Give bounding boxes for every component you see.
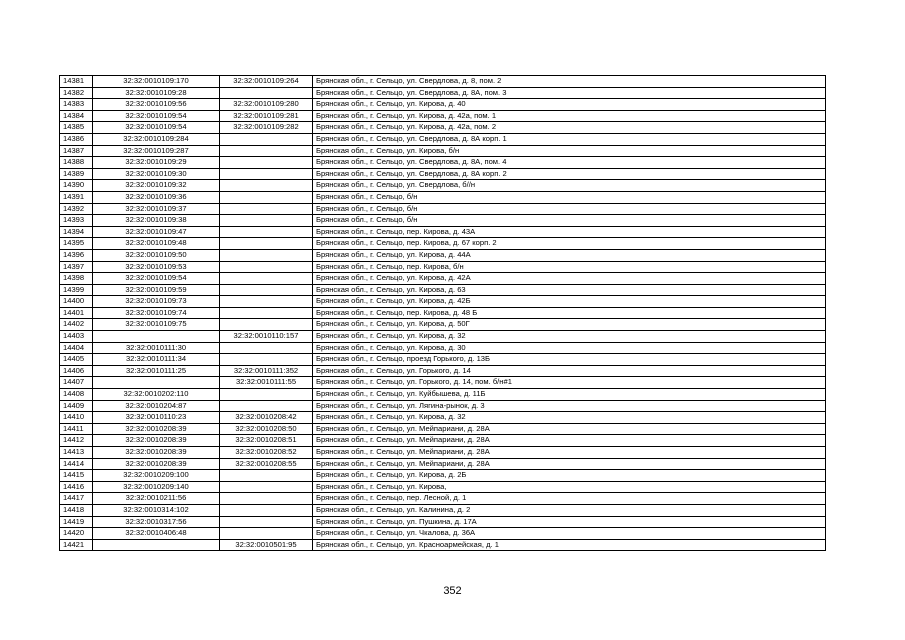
cadastral-number-cell: 32:32:0010208:39 bbox=[93, 458, 220, 470]
cadastral-number-2-cell bbox=[220, 528, 313, 540]
row-number-cell: 14390 bbox=[60, 180, 93, 192]
address-cell: Брянская обл., г. Сельцо, пер. Кирова, д. 48 Б bbox=[313, 307, 826, 319]
table-row bbox=[60, 145, 826, 157]
address-cell: Брянская обл., г. Сельцо, ул. Кирова, д. 42а, пом. 1 bbox=[313, 110, 826, 122]
cadastral-number-cell: 32:32:0010208:39 bbox=[93, 423, 220, 435]
cadastral-number-2-cell bbox=[220, 504, 313, 516]
cadastral-number-2-cell: 32:32:0010110:157 bbox=[220, 331, 313, 343]
cadastral-number-cell: 32:32:0010109:50 bbox=[93, 249, 220, 261]
address-cell: Брянская обл., г. Сельцо, ул. Свердлова, д. 8А, пом. 3 bbox=[313, 87, 826, 99]
table-row bbox=[60, 157, 826, 169]
address-cell: Брянская обл., г. Сельцо, ул. Кирова, б/н bbox=[313, 145, 826, 157]
address-cell: Брянская обл., г. Сельцо, ул. Мейпариани, д. 28А bbox=[313, 458, 826, 470]
table-row bbox=[60, 331, 826, 343]
row-number-cell: 14408 bbox=[60, 389, 93, 401]
cadastral-number-2-cell bbox=[220, 87, 313, 99]
cadastral-number-cell: 32:32:0010314:102 bbox=[93, 504, 220, 516]
cadastral-number-2-cell bbox=[220, 296, 313, 308]
cadastral-number-cell: 32:32:0010109:29 bbox=[93, 157, 220, 169]
cadastral-number-cell: 32:32:0010211:56 bbox=[93, 493, 220, 505]
cadastral-number-2-cell bbox=[220, 342, 313, 354]
table-row bbox=[60, 389, 826, 401]
cadastral-number-cell: 32:32:0010204:87 bbox=[93, 400, 220, 412]
cadastral-number-2-cell: 32:32:0010111:352 bbox=[220, 365, 313, 377]
address-cell: Брянская обл., г. Сельцо, ул. Горького, д. 14, пом. б/н#1 bbox=[313, 377, 826, 389]
cadastral-number-cell bbox=[93, 539, 220, 551]
row-number-cell: 14381 bbox=[60, 76, 93, 88]
address-cell: Брянская обл., г. Сельцо, ул. Кирова, д. 44А bbox=[313, 249, 826, 261]
cadastral-number-cell: 32:32:0010109:284 bbox=[93, 133, 220, 145]
cadastral-number-2-cell: 32:32:0010208:52 bbox=[220, 447, 313, 459]
cadastral-number-2-cell bbox=[220, 203, 313, 215]
cadastral-number-2-cell bbox=[220, 168, 313, 180]
address-cell: Брянская обл., г. Сельцо, ул. Кирова, д. 32 bbox=[313, 412, 826, 424]
cadastral-number-cell: 32:32:0010109:56 bbox=[93, 99, 220, 111]
table-row bbox=[60, 435, 826, 447]
row-number-cell: 14382 bbox=[60, 87, 93, 99]
table-row bbox=[60, 539, 826, 551]
row-number-cell: 14393 bbox=[60, 215, 93, 227]
cadastral-number-2-cell bbox=[220, 470, 313, 482]
cadastral-number-cell: 32:32:0010109:53 bbox=[93, 261, 220, 273]
row-number-cell: 14387 bbox=[60, 145, 93, 157]
row-number-cell: 14418 bbox=[60, 504, 93, 516]
row-number-cell: 14391 bbox=[60, 191, 93, 203]
row-number-cell: 14401 bbox=[60, 307, 93, 319]
row-number-cell: 14384 bbox=[60, 110, 93, 122]
address-cell: Брянская обл., г. Сельцо, б/н bbox=[313, 215, 826, 227]
table-row bbox=[60, 249, 826, 261]
table-row bbox=[60, 342, 826, 354]
address-cell: Брянская обл., г. Сельцо, ул. Кирова, д. 40 bbox=[313, 99, 826, 111]
address-cell: Брянская обл., г. Сельцо, б/н bbox=[313, 191, 826, 203]
address-cell: Брянская обл., г. Сельцо, ул. Мейпариани, д. 28А bbox=[313, 423, 826, 435]
cadastral-number-2-cell bbox=[220, 238, 313, 250]
cadastral-number-2-cell: 32:32:0010208:50 bbox=[220, 423, 313, 435]
table-row bbox=[60, 307, 826, 319]
row-number-cell: 14414 bbox=[60, 458, 93, 470]
address-cell: Брянская обл., г. Сельцо, ул. Мейпариани, д. 28А bbox=[313, 435, 826, 447]
table-row bbox=[60, 122, 826, 134]
cadastral-number-cell bbox=[93, 377, 220, 389]
cadastral-number-cell: 32:32:0010109:47 bbox=[93, 226, 220, 238]
address-cell: Брянская обл., г. Сельцо, пер. Кирова, д. 67 корп. 2 bbox=[313, 238, 826, 250]
table-row bbox=[60, 76, 826, 88]
address-cell: Брянская обл., г. Сельцо, б/н bbox=[313, 203, 826, 215]
cadastral-number-cell: 32:32:0010109:38 bbox=[93, 215, 220, 227]
address-cell: Брянская обл., г. Сельцо, ул. Кирова, д. 30 bbox=[313, 342, 826, 354]
cadastral-number-cell: 32:32:0010209:140 bbox=[93, 481, 220, 493]
address-cell: Брянская обл., г. Сельцо, ул. Свердлова, б//н bbox=[313, 180, 826, 192]
cadastral-number-cell: 32:32:0010109:287 bbox=[93, 145, 220, 157]
cadastral-number-cell: 32:32:0010202:110 bbox=[93, 389, 220, 401]
document-table bbox=[59, 75, 826, 551]
cadastral-number-2-cell bbox=[220, 400, 313, 412]
row-number-cell: 14417 bbox=[60, 493, 93, 505]
cadastral-number-cell bbox=[93, 331, 220, 343]
address-cell: Брянская обл., г. Сельцо, ул. Свердлова, д. 8А корп. 1 bbox=[313, 133, 826, 145]
row-number-cell: 14419 bbox=[60, 516, 93, 528]
cadastral-number-cell: 32:32:0010109:48 bbox=[93, 238, 220, 250]
cadastral-number-cell: 32:32:0010406:48 bbox=[93, 528, 220, 540]
cadastral-number-cell: 32:32:0010109:36 bbox=[93, 191, 220, 203]
table-row bbox=[60, 273, 826, 285]
cadastral-number-2-cell: 32:32:0010109:280 bbox=[220, 99, 313, 111]
row-number-cell: 14403 bbox=[60, 331, 93, 343]
table-row bbox=[60, 215, 826, 227]
table-body bbox=[60, 76, 826, 551]
row-number-cell: 14389 bbox=[60, 168, 93, 180]
cadastral-number-cell: 32:32:0010109:74 bbox=[93, 307, 220, 319]
row-number-cell: 14396 bbox=[60, 249, 93, 261]
cadastral-number-cell: 32:32:0010111:25 bbox=[93, 365, 220, 377]
cadastral-number-cell: 32:32:0010109:54 bbox=[93, 122, 220, 134]
cadastral-number-2-cell: 32:32:0010109:282 bbox=[220, 122, 313, 134]
row-number-cell: 14388 bbox=[60, 157, 93, 169]
address-cell: Брянская обл., г. Сельцо, ул. Свердлова, д. 8А корп. 2 bbox=[313, 168, 826, 180]
row-number-cell: 14406 bbox=[60, 365, 93, 377]
table-row bbox=[60, 284, 826, 296]
table-row bbox=[60, 365, 826, 377]
cadastral-number-cell: 32:32:0010111:34 bbox=[93, 354, 220, 366]
row-number-cell: 14410 bbox=[60, 412, 93, 424]
table-row bbox=[60, 226, 826, 238]
table-row bbox=[60, 261, 826, 273]
table-row bbox=[60, 377, 826, 389]
address-cell: Брянская обл., г. Сельцо, ул. Кирова, д. 42Б bbox=[313, 296, 826, 308]
table-row bbox=[60, 412, 826, 424]
page-number: 352 bbox=[443, 585, 462, 597]
table-row bbox=[60, 319, 826, 331]
cadastral-number-2-cell: 32:32:0010501:95 bbox=[220, 539, 313, 551]
cadastral-number-2-cell bbox=[220, 133, 313, 145]
row-number-cell: 14399 bbox=[60, 284, 93, 296]
cadastral-number-2-cell bbox=[220, 226, 313, 238]
address-cell: Брянская обл., г. Сельцо, ул. Кирова, д. 42А bbox=[313, 273, 826, 285]
row-number-cell: 14413 bbox=[60, 447, 93, 459]
cadastral-number-2-cell: 32:32:0010208:42 bbox=[220, 412, 313, 424]
cadastral-number-2-cell bbox=[220, 261, 313, 273]
cadastral-number-cell: 32:32:0010209:100 bbox=[93, 470, 220, 482]
cadastral-number-2-cell bbox=[220, 493, 313, 505]
table-row bbox=[60, 493, 826, 505]
cadastral-number-cell: 32:32:0010109:30 bbox=[93, 168, 220, 180]
row-number-cell: 14421 bbox=[60, 539, 93, 551]
table-row bbox=[60, 99, 826, 111]
cadastral-number-cell: 32:32:0010109:59 bbox=[93, 284, 220, 296]
address-cell: Брянская обл., г. Сельцо, ул. Горького, д. 14 bbox=[313, 365, 826, 377]
row-number-cell: 14411 bbox=[60, 423, 93, 435]
table-row bbox=[60, 504, 826, 516]
table-row bbox=[60, 516, 826, 528]
table-row bbox=[60, 180, 826, 192]
address-cell: Брянская обл., г. Сельцо, ул. Калинина, д. 2 bbox=[313, 504, 826, 516]
address-cell: Брянская обл., г. Сельцо, ул. Мейпариани, д. 28А bbox=[313, 447, 826, 459]
address-cell: Брянская обл., г. Сельцо, ул. Кирова, д. 32 bbox=[313, 331, 826, 343]
table-row bbox=[60, 191, 826, 203]
row-number-cell: 14405 bbox=[60, 354, 93, 366]
table-row bbox=[60, 133, 826, 145]
table-row bbox=[60, 458, 826, 470]
address-cell: Брянская обл., г. Сельцо, ул. Красноармейская, д. 1 bbox=[313, 539, 826, 551]
cadastral-number-2-cell bbox=[220, 354, 313, 366]
row-number-cell: 14392 bbox=[60, 203, 93, 215]
cadastral-number-cell: 32:32:0010109:32 bbox=[93, 180, 220, 192]
table-row bbox=[60, 447, 826, 459]
cadastral-number-2-cell bbox=[220, 145, 313, 157]
address-cell: Брянская обл., г. Сельцо, ул. Кирова, bbox=[313, 481, 826, 493]
cadastral-number-cell: 32:32:0010208:39 bbox=[93, 447, 220, 459]
cadastral-number-2-cell bbox=[220, 319, 313, 331]
address-cell: Брянская обл., г. Сельцо, ул. Куйбышева, д. 11Б bbox=[313, 389, 826, 401]
cadastral-number-cell: 32:32:0010110:23 bbox=[93, 412, 220, 424]
cadastral-number-2-cell: 32:32:0010208:55 bbox=[220, 458, 313, 470]
row-number-cell: 14394 bbox=[60, 226, 93, 238]
table-row bbox=[60, 470, 826, 482]
row-number-cell: 14420 bbox=[60, 528, 93, 540]
address-cell: Брянская обл., г. Сельцо, пер. Лесной, д. 1 bbox=[313, 493, 826, 505]
address-cell: Брянская обл., г. Сельцо, ул. Кирова, д. 63 bbox=[313, 284, 826, 296]
address-cell: Брянская обл., г. Сельцо, ул. Свердлова, д. 8, пом. 2 bbox=[313, 76, 826, 88]
row-number-cell: 14398 bbox=[60, 273, 93, 285]
row-number-cell: 14383 bbox=[60, 99, 93, 111]
address-cell: Брянская обл., г. Сельцо, проезд Горького, д. 13Б bbox=[313, 354, 826, 366]
cadastral-number-2-cell: 32:32:0010109:264 bbox=[220, 76, 313, 88]
cadastral-number-cell: 32:32:0010109:75 bbox=[93, 319, 220, 331]
cadastral-number-2-cell bbox=[220, 215, 313, 227]
row-number-cell: 14407 bbox=[60, 377, 93, 389]
cadastral-number-2-cell bbox=[220, 273, 313, 285]
cadastral-number-2-cell bbox=[220, 481, 313, 493]
table-row bbox=[60, 238, 826, 250]
cadastral-number-cell: 32:32:0010109:28 bbox=[93, 87, 220, 99]
address-cell: Брянская обл., г. Сельцо, ул. Чкалова, д. 36А bbox=[313, 528, 826, 540]
cadastral-number-2-cell bbox=[220, 157, 313, 169]
cadastral-number-cell: 32:32:0010109:54 bbox=[93, 110, 220, 122]
table-row bbox=[60, 528, 826, 540]
cadastral-number-cell: 32:32:0010208:39 bbox=[93, 435, 220, 447]
row-number-cell: 14415 bbox=[60, 470, 93, 482]
row-number-cell: 14416 bbox=[60, 481, 93, 493]
row-number-cell: 14402 bbox=[60, 319, 93, 331]
address-cell: Брянская обл., г. Сельцо, ул. Свердлова, д. 8А, пом. 4 bbox=[313, 157, 826, 169]
row-number-cell: 14385 bbox=[60, 122, 93, 134]
address-cell: Брянская обл., г. Сельцо, ул. Пушкина, д. 17А bbox=[313, 516, 826, 528]
row-number-cell: 14409 bbox=[60, 400, 93, 412]
table-row bbox=[60, 168, 826, 180]
address-cell: Брянская обл., г. Сельцо, ул. Лягина-рынок, д. 3 bbox=[313, 400, 826, 412]
cadastral-number-2-cell bbox=[220, 180, 313, 192]
row-number-cell: 14404 bbox=[60, 342, 93, 354]
address-cell: Брянская обл., г. Сельцо, ул. Кирова, д. 50Г bbox=[313, 319, 826, 331]
cadastral-number-2-cell bbox=[220, 249, 313, 261]
address-cell: Брянская обл., г. Сельцо, пер. Кирова, д. 43А bbox=[313, 226, 826, 238]
cadastral-number-2-cell: 32:32:0010208:51 bbox=[220, 435, 313, 447]
table-row bbox=[60, 87, 826, 99]
cadastral-number-cell: 32:32:0010109:54 bbox=[93, 273, 220, 285]
table-row bbox=[60, 203, 826, 215]
table-row bbox=[60, 400, 826, 412]
row-number-cell: 14400 bbox=[60, 296, 93, 308]
cadastral-number-cell: 32:32:0010109:37 bbox=[93, 203, 220, 215]
cadastral-number-cell: 32:32:0010109:170 bbox=[93, 76, 220, 88]
row-number-cell: 14412 bbox=[60, 435, 93, 447]
cadastral-number-2-cell bbox=[220, 191, 313, 203]
table-row bbox=[60, 296, 826, 308]
address-cell: Брянская обл., г. Сельцо, ул. Кирова, д. 2Б bbox=[313, 470, 826, 482]
cadastral-number-cell: 32:32:0010317:56 bbox=[93, 516, 220, 528]
cadastral-number-2-cell bbox=[220, 284, 313, 296]
cadastral-number-cell: 32:32:0010111:30 bbox=[93, 342, 220, 354]
cadastral-number-2-cell: 32:32:0010109:281 bbox=[220, 110, 313, 122]
cadastral-number-2-cell: 32:32:0010111:55 bbox=[220, 377, 313, 389]
address-cell: Брянская обл., г. Сельцо, пер. Кирова, б/н bbox=[313, 261, 826, 273]
cadastral-number-cell: 32:32:0010109:73 bbox=[93, 296, 220, 308]
address-cell: Брянская обл., г. Сельцо, ул. Кирова, д. 42а, пом. 2 bbox=[313, 122, 826, 134]
row-number-cell: 14397 bbox=[60, 261, 93, 273]
row-number-cell: 14386 bbox=[60, 133, 93, 145]
cadastral-number-2-cell bbox=[220, 307, 313, 319]
table-row bbox=[60, 481, 826, 493]
table-row bbox=[60, 110, 826, 122]
table-row bbox=[60, 423, 826, 435]
row-number-cell: 14395 bbox=[60, 238, 93, 250]
cadastral-number-2-cell bbox=[220, 389, 313, 401]
table-row bbox=[60, 354, 826, 366]
cadastral-number-2-cell bbox=[220, 516, 313, 528]
